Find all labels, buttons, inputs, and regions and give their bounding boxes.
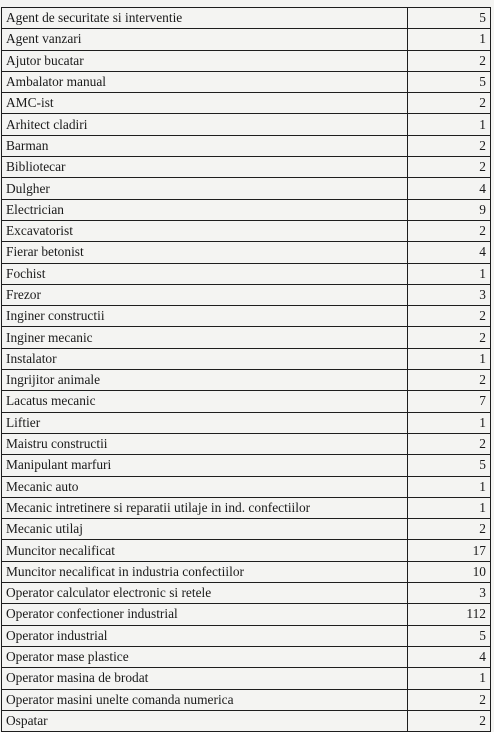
table-row — [2, 455, 491, 476]
job-table-body — [2, 8, 491, 732]
table-row — [2, 114, 491, 135]
job-count-cell: 2 — [408, 50, 491, 71]
job-title-cell: Operator masini unelte comanda numerica — [2, 689, 408, 710]
job-count-cell: 1 — [408, 497, 491, 518]
job-count-cell: 1 — [408, 263, 491, 284]
job-title-cell: Inginer constructii — [2, 306, 408, 327]
job-title-cell: Agent de securitate si interventie — [2, 8, 408, 29]
job-title-cell: Manipulant marfuri — [2, 455, 408, 476]
job-title-cell: Ambalator manual — [2, 71, 408, 92]
job-count-cell: 2 — [408, 519, 491, 540]
job-title-cell: Barman — [2, 135, 408, 156]
job-count-cell: 2 — [408, 220, 491, 241]
job-title-cell: Arhitect cladiri — [2, 114, 408, 135]
table-row — [2, 519, 491, 540]
job-title-cell: Fochist — [2, 263, 408, 284]
job-count-cell: 1 — [408, 412, 491, 433]
document-page — [0, 4, 494, 728]
table-row — [2, 284, 491, 305]
job-title-cell: Dulgher — [2, 178, 408, 199]
table-row — [2, 220, 491, 241]
job-count-cell: 5 — [408, 455, 491, 476]
job-count-cell: 4 — [408, 242, 491, 263]
job-count-cell: 3 — [408, 284, 491, 305]
table-row — [2, 348, 491, 369]
table-row — [2, 157, 491, 178]
job-title-cell: Ingrijitor animale — [2, 370, 408, 391]
job-title-cell: Maistru constructii — [2, 433, 408, 454]
table-row — [2, 178, 491, 199]
job-count-cell: 7 — [408, 391, 491, 412]
job-count-cell: 1 — [408, 476, 491, 497]
job-title-cell: Mecanic utilaj — [2, 519, 408, 540]
job-count-cell: 2 — [408, 306, 491, 327]
table-row — [2, 604, 491, 625]
table-row — [2, 50, 491, 71]
table-row — [2, 433, 491, 454]
table-row — [2, 583, 491, 604]
table-row — [2, 540, 491, 561]
job-count-cell: 2 — [408, 327, 491, 348]
table-row — [2, 625, 491, 646]
table-row — [2, 370, 491, 391]
job-count-cell: 10 — [408, 561, 491, 582]
table-row — [2, 306, 491, 327]
table-row — [2, 327, 491, 348]
job-title-cell: Excavatorist — [2, 220, 408, 241]
table-row — [2, 689, 491, 710]
job-count-cell: 3 — [408, 583, 491, 604]
job-count-cell: 2 — [408, 135, 491, 156]
job-count-cell: 1 — [408, 348, 491, 369]
job-title-cell: Lacatus mecanic — [2, 391, 408, 412]
job-count-cell: 4 — [408, 646, 491, 667]
job-count-cell: 2 — [408, 689, 491, 710]
job-title-cell: AMC-ist — [2, 93, 408, 114]
job-title-cell: Ospatar — [2, 710, 408, 731]
job-title-cell: Operator calculator electronic si retele — [2, 583, 408, 604]
job-count-cell: 1 — [408, 29, 491, 50]
job-title-cell: Liftier — [2, 412, 408, 433]
table-row — [2, 646, 491, 667]
table-row — [2, 199, 491, 220]
job-title-cell: Operator industrial — [2, 625, 408, 646]
job-title-cell: Mecanic auto — [2, 476, 408, 497]
table-row — [2, 497, 491, 518]
job-title-cell: Fierar betonist — [2, 242, 408, 263]
table-row — [2, 29, 491, 50]
table-row — [2, 8, 491, 29]
job-count-cell: 17 — [408, 540, 491, 561]
table-row — [2, 391, 491, 412]
table-row — [2, 71, 491, 92]
job-count-cell: 5 — [408, 71, 491, 92]
table-row — [2, 668, 491, 689]
table-row — [2, 561, 491, 582]
job-title-cell: Agent vanzari — [2, 29, 408, 50]
job-title-cell: Ajutor bucatar — [2, 50, 408, 71]
job-title-cell: Operator confectioner industrial — [2, 604, 408, 625]
table-row — [2, 93, 491, 114]
job-title-cell: Frezor — [2, 284, 408, 305]
job-count-cell: 2 — [408, 370, 491, 391]
job-count-cell: 112 — [408, 604, 491, 625]
table-row — [2, 412, 491, 433]
job-title-cell: Bibliotecar — [2, 157, 408, 178]
table-row — [2, 242, 491, 263]
job-count-cell: 5 — [408, 625, 491, 646]
job-title-cell: Instalator — [2, 348, 408, 369]
job-title-cell: Inginer mecanic — [2, 327, 408, 348]
job-count-cell: 2 — [408, 93, 491, 114]
job-title-cell: Operator masina de brodat — [2, 668, 408, 689]
job-count-cell: 2 — [408, 433, 491, 454]
job-title-cell: Muncitor necalificat — [2, 540, 408, 561]
job-count-cell: 9 — [408, 199, 491, 220]
job-count-cell: 5 — [408, 8, 491, 29]
job-title-cell: Electrician — [2, 199, 408, 220]
job-count-cell: 2 — [408, 710, 491, 731]
job-count-cell: 4 — [408, 178, 491, 199]
table-row — [2, 263, 491, 284]
job-count-cell: 2 — [408, 157, 491, 178]
job-count-cell: 1 — [408, 114, 491, 135]
job-title-cell: Mecanic intretinere si reparatii utilaje in ind. confectiilor — [2, 497, 408, 518]
table-row — [2, 710, 491, 731]
job-vacancy-table — [1, 7, 491, 732]
job-title-cell: Operator mase plastice — [2, 646, 408, 667]
job-count-cell: 1 — [408, 668, 491, 689]
table-row — [2, 476, 491, 497]
table-row — [2, 135, 491, 156]
job-title-cell: Muncitor necalificat in industria confectiilor — [2, 561, 408, 582]
